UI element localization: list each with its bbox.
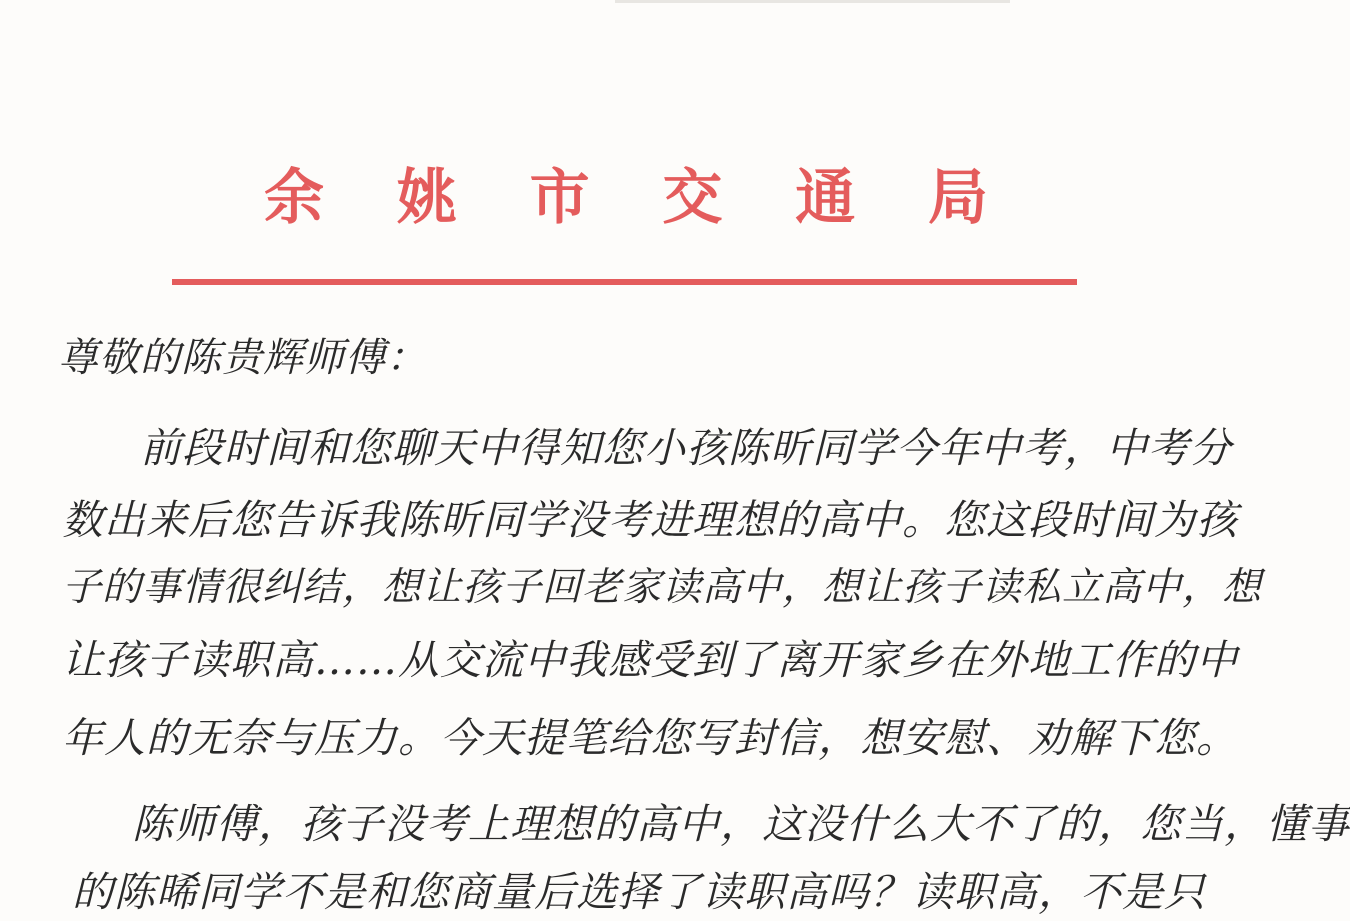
letterhead-divider	[172, 279, 1077, 285]
letterhead-title	[176, 163, 1076, 233]
scan-edge-mark	[615, 0, 1010, 3]
letterhead-char: 局	[927, 163, 988, 233]
letter-line: 陈师傅，孩子没考上理想的高中，这没什么大不了的，您当，懂事	[132, 800, 1350, 848]
letterhead-char: 通	[795, 163, 856, 233]
letter-line: 数出来后您告诉我陈昕同学没考进理想的高中。您这段时间为孩	[62, 496, 1238, 544]
letter-line: 前段时间和您聊天中得知您小孩陈昕同学今年中考，中考分	[140, 424, 1232, 472]
letter-line: 让孩子读职高……从交流中我感受到了离开家乡在外地工作的中	[62, 636, 1238, 684]
letterhead-char: 市	[529, 163, 590, 233]
letter-line: 子的事情很纠结，想让孩子回老家读高中，想让孩子读私立高中，想	[62, 565, 1263, 610]
salutation: 尊敬的陈贵辉师傅：	[58, 335, 427, 381]
letterhead-char: 余	[264, 163, 324, 233]
letterhead-char: 姚	[396, 163, 457, 233]
letter-line: 的陈晞同学不是和您商量后选择了读职高吗？读职高，不是只	[72, 868, 1206, 916]
letterhead-char: 交	[662, 163, 723, 233]
letter-line: 年人的无奈与压力。今天提笔给您写封信，想安慰、劝解下您。	[62, 714, 1238, 762]
